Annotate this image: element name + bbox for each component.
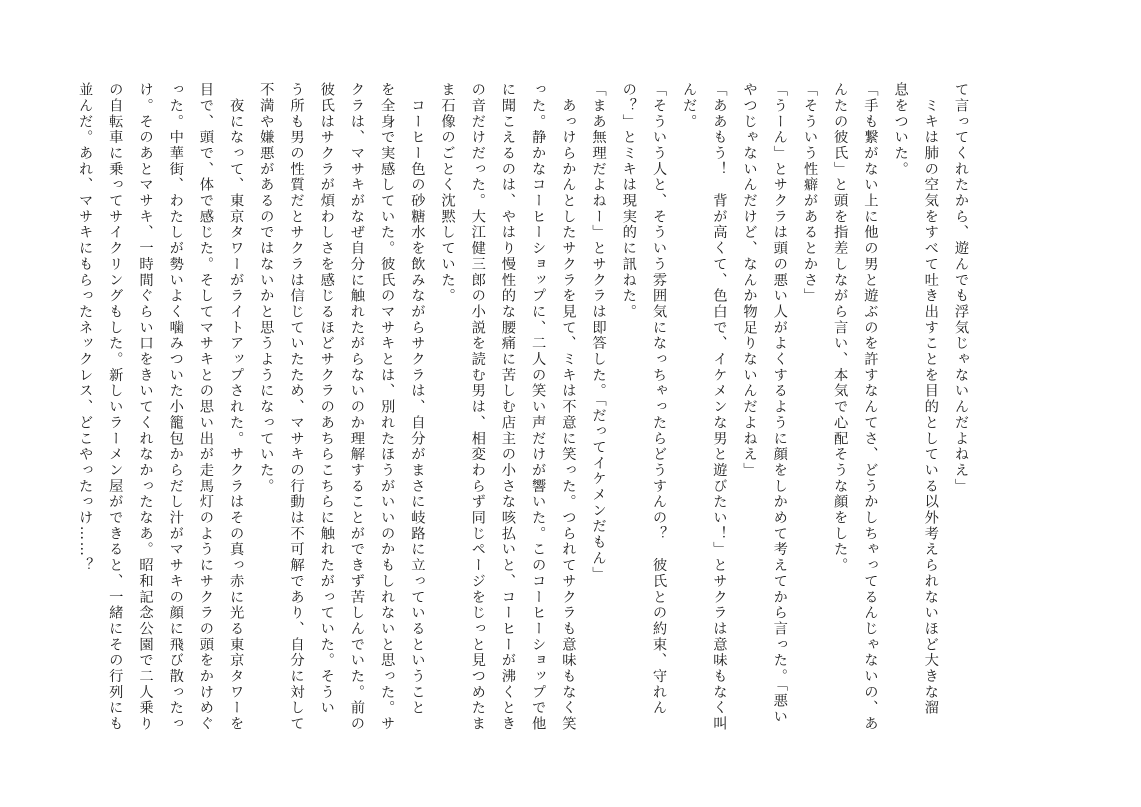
text-line: 「まあ無理だよねー」とサクラは即答した。「だってイケメンだもん」 <box>590 82 607 583</box>
text-line: ミキは肺の空気をすべて吐き出すことを目的としている以外考えられないほど大きな溜 <box>922 82 939 716</box>
text-line: やつじゃないんだけど、なんか物足りないんだよねえ」 <box>741 82 758 479</box>
text-line: 「手も繋がない上に他の男と遊ぶのを許すなんてさ、どうかしちゃってるんじゃないの、あ <box>862 82 879 732</box>
text-line: う所も男の性質だとサクラは信じていたため、マサキの行動は不可解であり、自分に対して <box>288 82 305 732</box>
text-line: 並んだ。あれ、マサキにもらったネックレス、どこやったっけ……？ <box>77 82 94 574</box>
vertical-text-body <box>77 82 976 742</box>
text-line: て言ってくれたから、遊んでも浮気じゃないんだよねえ」 <box>953 82 969 495</box>
text-line: を全身で実感していた。彼氏のマサキとは、別れたほうがいいのかもしれないと思った。サ <box>379 82 396 732</box>
text-line: 「うーん」とサクラは頭の悪い人がよくするように顔をしかめて考えてから言った。「悪い <box>771 82 788 725</box>
text-line: に聞こえるのは、やはり慢性的な腰痛に苦しむ店主の小さな咳払いと、コーヒーが沸くとき <box>499 82 516 732</box>
text-line: 彼氏はサクラが煩わしさを感じるほどサクラのあちらこちらに触れたがっていた。そうい <box>318 82 335 716</box>
text-line: 息をついた。 <box>892 82 909 178</box>
text-line: った。静かなコーヒーショップに、二人の笑い声だけが響いた。このコーヒーショップで他 <box>530 82 547 732</box>
text-line: 不満や嫌悪があるのではないかと思うようになっていた。 <box>258 82 275 495</box>
text-line: クラは、マサキがなぜ自分に触れたがらないのか理解することができず苦しんでいた。前の <box>348 82 365 732</box>
text-line: の音だけだった。大江健三郎の小説を読む男は、相変わらず同じページをじっと見つめたま <box>469 82 486 732</box>
text-line: 「ああもう！ 背が高くて、色白で、イケメンな男と遊びたい！」とサクラは意味もなく叫 <box>711 82 728 732</box>
text-line: ま石像のごとく沈黙していた。 <box>439 82 456 304</box>
text-line: んだ。 <box>681 82 698 130</box>
text-line: 「そういう人と、そういう雰囲気になっちゃったらどうすんの？ 彼氏との約束、守れん <box>650 82 667 716</box>
text-line: の自転車に乗ってサイクリングもした。新しいラーメン屋ができると、一緒にその行列にも <box>107 82 124 732</box>
text-line: んたの彼氏」と頭を指差しながら言い、本気で心配そうな顔をした。 <box>832 82 849 574</box>
text-line: 「そういう性癖があるとかさ」 <box>801 82 818 304</box>
text-line: コーヒー色の砂糖水を飲みながらサクラは、自分がまさに岐路に立っているということ <box>409 82 426 716</box>
text-line: の？」とミキは現実的に訊ねた。 <box>620 82 637 320</box>
text-line: った。中華街、わたしが勢いよく噛みついた小籠包からだし汁がマサキの顔に飛び散ったっ <box>167 82 184 732</box>
text-line: 目で、頭で、体で感じた。そしてマサキとの思い出が走馬灯のようにサクラの頭をかけめぐ <box>197 82 214 732</box>
text-line: 夜になって、東京タワーがライトアップされた。サクラはその真っ赤に光る東京タワーを <box>228 82 245 732</box>
text-line: あっけらかんとしたサクラを見て、ミキは不意に笑った。つられてサクラも意味もなく笑 <box>560 82 577 732</box>
text-line: け。そのあとマサキ、一時間ぐらい口をきいてくれなかったなあ。昭和記念公園で二人乗り <box>137 82 154 732</box>
